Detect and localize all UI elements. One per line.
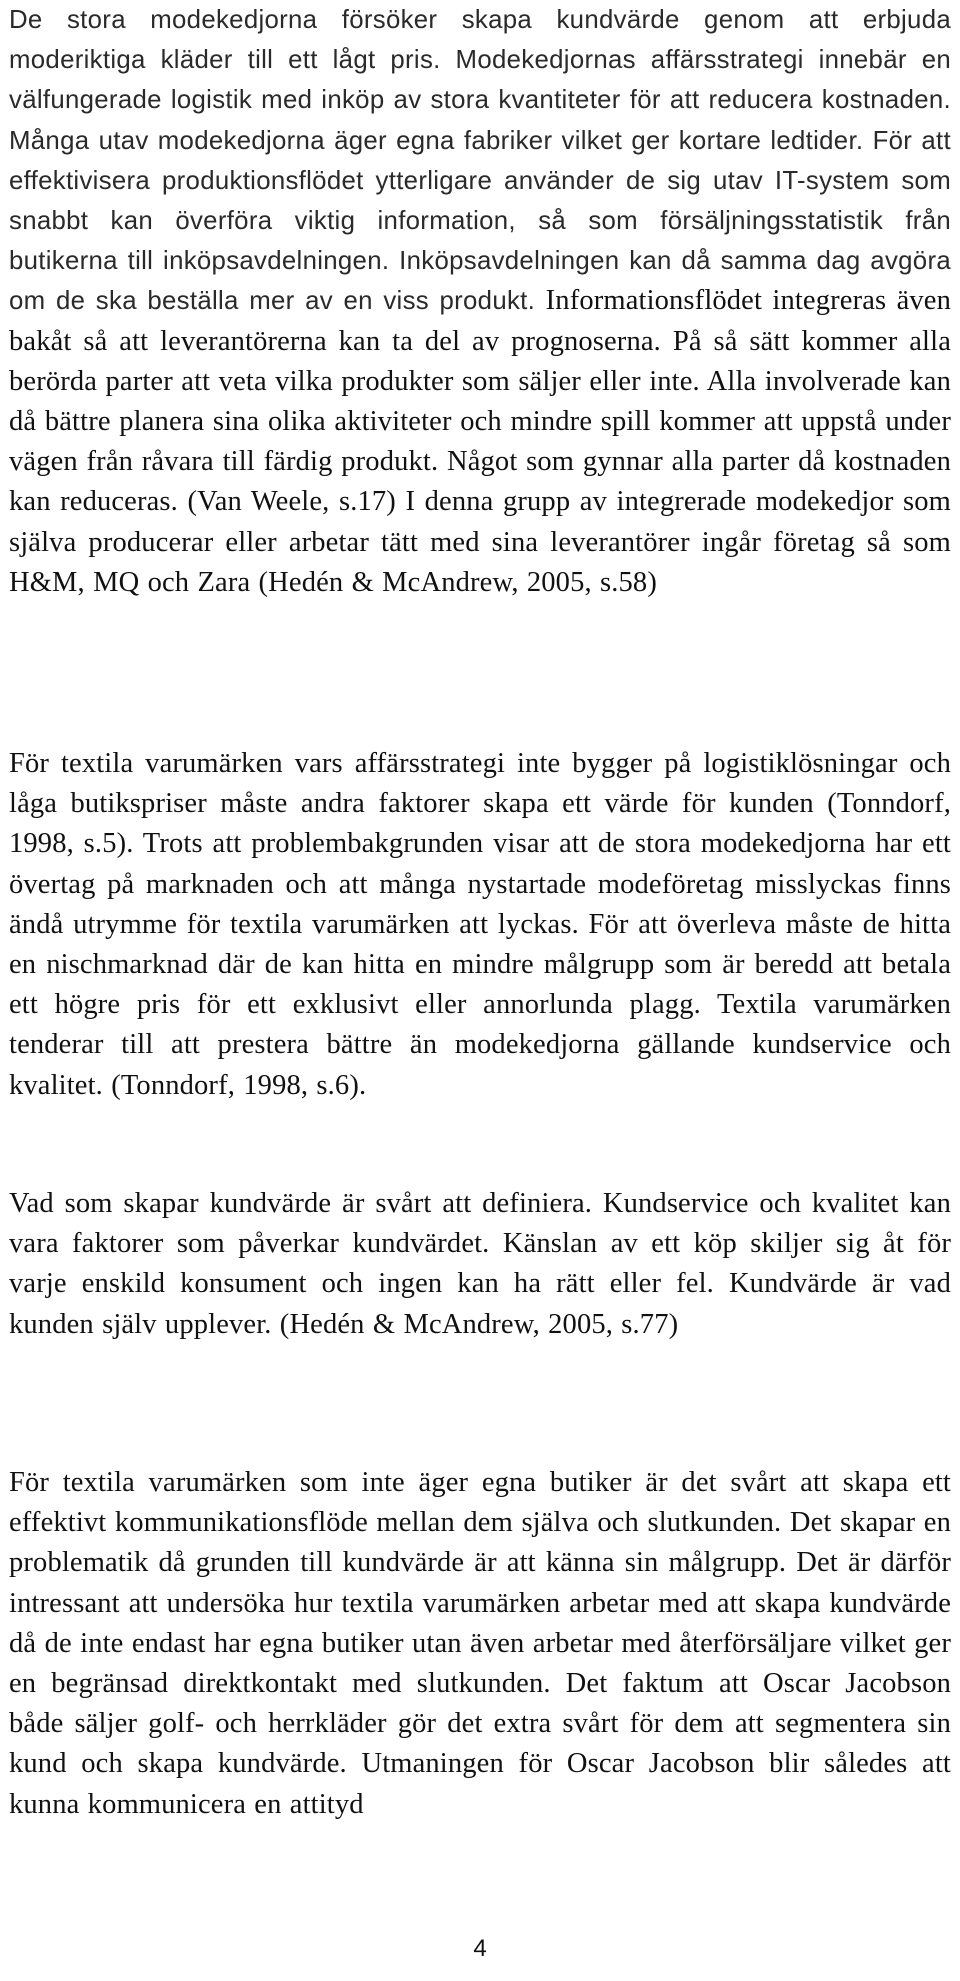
- paragraph-1-sans-text: De stora modekedjorna försöker skapa kundvärde genom att erbjuda moderiktiga kläder till ett lågt pris. Modekedjornas affärsstrategi innebär en välfungerade logistik med inköp av stora kvantiteter för att reducera kostnaden. Många utav modekedjorna äger egna fabriker vilket ger kortare ledtider. För att effektivisera produktionsflödet ytterligare använder de sig utav IT-system som snabbt kan överföra viktig information, så som försäljningsstatistik från butikerna till inköpsavdelningen. Inköpsavdelningen kan då samma dag avgöra om de ska beställa mer av en viss produkt.: [9, 6, 951, 316]
- paragraph-4-text: För textila varumärken som inte äger egna butiker är det svårt att skapa ett effektivt kommunikationsflöde mellan dem själva och slutkunden. Det skapar en problematik då grunden till kundvärde är att känna sin målgrupp. Det är därför intressant att undersöka hur textila varumärken arbetar med att skapa kundvärde då de inte endast har egna butiker utan även arbetar med återförsäljare vilket ger en begränsad direktkontakt med slutkunden. Det faktum att Oscar Jacobson både säljer golf- och herrkläder gör det extra svårt för dem att segmentera sin kund och skapa kundvärde. Utmaningen för Oscar Jacobson blir således att kunna kommunicera en attityd: [9, 1467, 951, 1820]
- paragraph-2: [9, 744, 951, 1106]
- paragraph-3: [9, 1184, 951, 1345]
- paragraph-3-text: Vad som skapar kundvärde är svårt att definiera. Kundservice och kvalitet kan vara faktorer som påverkar kundvärdet. Känslan av ett köp skiljer sig åt för varje enskild konsument och ingen kan ha rätt eller fel. Kundvärde är vad kunden själv upplever. (Hedén & McAndrew, 2005, s.77): [9, 1188, 951, 1340]
- paragraph-1-serif-text: Informationsflödet integreras även bakåt så att leverantörerna kan ta del av prognoserna. På så sätt kommer alla berörda parter att veta vilka produkter som säljer eller inte. Alla involverade kan då bättre planera sina olika aktiviteter och mindre spill kommer att uppstå under vägen från råvara till färdig produkt. Något som gynnar alla parter då kostnaden kan reduceras. (Van Weele, s.17) I denna grupp av integrerade modekedjor som själva producerar eller arbetar tätt med sina leverantörer ingår företag så som H&M, MQ och Zara (Hedén & McAndrew, 2005, s.58): [9, 285, 952, 598]
- paragraph-2-text: För textila varumärken vars affärsstrategi inte bygger på logistiklösningar och låga butikspriser måste andra faktorer skapa ett värde för kunden (Tonndorf, 1998, s.5). Trots att problembakgrunden visar att de stora modekedjorna har ett övertag på marknaden och att många nystartade modeföretag misslyckas finns ändå utrymme för textila varumärken att lyckas. För att överleva måste de hitta en nischmarknad där de kan hitta en mindre målgrupp som är beredd att betala ett högre pris för ett exklusivt eller annorlunda plagg. Textila varumärken tenderar till att prestera bättre än modekedjorna gällande kundservice och kvalitet. (Tonndorf, 1998, s.6).: [9, 748, 951, 1101]
- paragraph-1: [9, 0, 951, 603]
- page-number: 4: [473, 1935, 487, 1962]
- paragraph-4: [9, 1463, 951, 1825]
